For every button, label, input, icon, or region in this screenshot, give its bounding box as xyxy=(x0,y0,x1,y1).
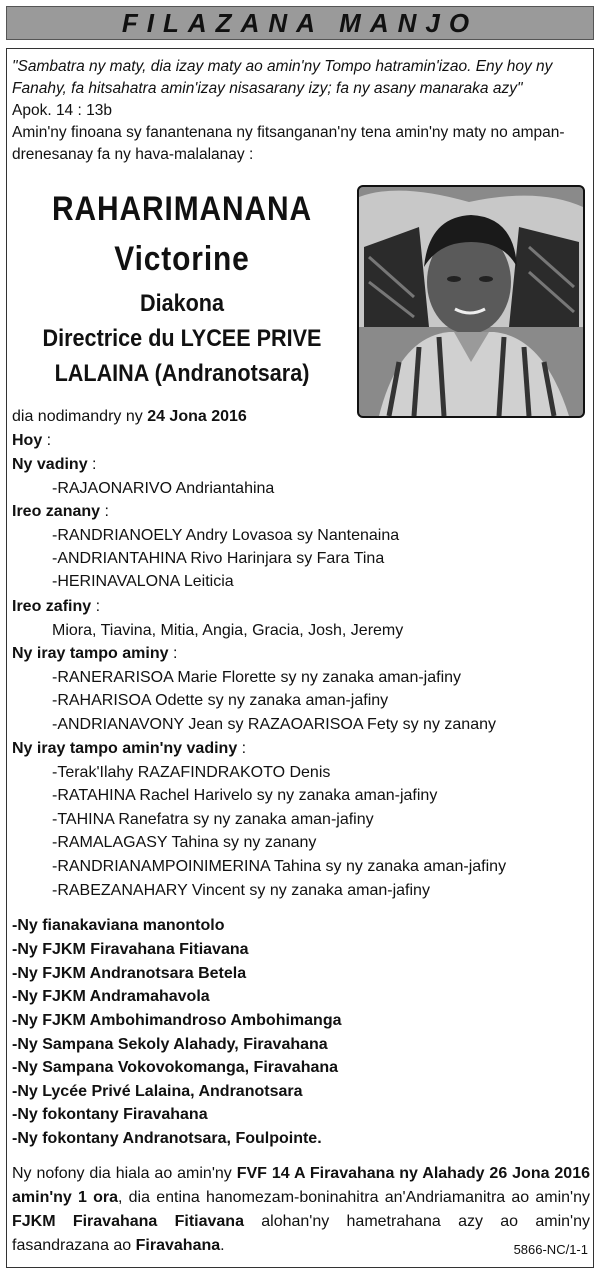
reference-code: 5866-NC/1-1 xyxy=(513,1242,588,1257)
organization-item: -Ny FJKM Andramahavola xyxy=(12,988,210,1005)
organization-item: -Ny Sampana Vokovokomanga, Firavahana xyxy=(12,1059,339,1076)
deceased-portrait xyxy=(357,185,585,418)
family-member: -RANERARISOA Marie Florette sy ny zanaka aman-jafiny xyxy=(52,669,462,686)
hoy-label: Hoy xyxy=(12,432,43,449)
funeral-arrangements: Ny nofony dia hiala ao amin'ny FVF 14 A Firavahana ny Alahady 26 Jona 2016 amin'ny 1 ora, dia entina hanomezam-boninahitra an'Andriamanitra ao amin'ny FJKM Firavahana Fitiavana alohan'ny hametrahana azy ao amin'ny fasandrazana ao Firavahana. xyxy=(12,1165,591,1254)
section-label-zafiny: Ireo zafiny : xyxy=(12,598,101,615)
intro-line-1: Amin'ny finoana sy fanantenana ny fitsanganan'ny tena amin'ny maty no ampan- xyxy=(12,124,565,141)
deceased-surname: RAHARIMANANA xyxy=(52,190,312,228)
section-label-vadiny: Ny vadiny : xyxy=(12,456,97,473)
organization-item: -Ny fokontany Andranotsara, Foulpointe. xyxy=(12,1130,322,1147)
death-date: 24 Jona 2016 xyxy=(147,408,247,425)
family-member: -HERINAVALONA Leiticia xyxy=(52,573,234,590)
family-member: -RATAHINA Rachel Harivelo sy ny zanaka aman-jafiny xyxy=(52,787,438,804)
notice-title: FILAZANA MANJO xyxy=(121,7,479,38)
family-member: -RAHARISOA Odette sy ny zanaka aman-jafiny xyxy=(52,692,389,709)
section-label-iray-tampo: Ny iray tampo aminy : xyxy=(12,645,178,662)
bible-verse xyxy=(12,56,590,100)
organization-item: -Ny fokontany Firavahana xyxy=(12,1106,208,1123)
family-member: -ANDRIANTAHINA Rivo Harinjara sy Fara Tina xyxy=(52,550,385,567)
organization-item: -Ny FJKM Ambohimandroso Ambohimanga xyxy=(12,1012,342,1029)
hoy-line: Hoy : xyxy=(12,432,52,449)
organization-item: -Ny FJKM Andranotsara Betela xyxy=(12,965,247,982)
section-label-iray-tampo-vadiny: Ny iray tampo amin'ny vadiny : xyxy=(12,740,247,757)
organization-item: -Ny Lycée Privé Lalaina, Andranotsara xyxy=(12,1083,303,1100)
family-member: -RAJAONARIVO Andriantahina xyxy=(52,480,275,497)
family-member: -ANDRIANAVONY Jean sy RAZAOARISOA Fety sy ny zanany xyxy=(52,716,496,733)
family-member: Miora, Tiavina, Mitia, Angia, Gracia, Josh, Jeremy xyxy=(52,622,404,639)
organization-item: -Ny FJKM Firavahana Fitiavana xyxy=(12,941,249,958)
portrait-photo-icon xyxy=(359,187,583,416)
family-member: -RAMALAGASY Tahina sy ny zanany xyxy=(52,834,317,851)
verse-text: "Sambatra ny maty, dia izay maty ao amin'ny Tompo hatramin'izao. Eny hoy ny Fanahy, fa hitsahatra amin'izay nisasarany izy; fa ny asany manaraka azy" xyxy=(12,58,553,97)
death-prefix: dia nodimandry ny xyxy=(12,408,148,425)
deceased-role-diakona: Diakona xyxy=(139,290,225,317)
family-member: -Terak'Ilahy RAZAFINDRAKOTO Denis xyxy=(52,764,331,781)
family-member: -RANDRIANOELY Andry Lovasoa sy Nantenaina xyxy=(52,527,400,544)
organization-item: -Ny fianakaviana manontolo xyxy=(12,917,225,934)
notice-header xyxy=(6,6,594,40)
family-member: -RANDRIANAMPOINIMERINA Tahina sy ny zanaka aman-jafiny xyxy=(52,858,507,875)
death-date-line xyxy=(12,406,247,428)
section-label-zanany: Ireo zanany : xyxy=(12,503,109,520)
intro-line-2: drenesanay fa ny hava-malalanay : xyxy=(12,146,254,163)
deceased-role-school: LALAINA (Andranotsara) xyxy=(54,360,310,387)
organization-item: -Ny Sampana Sekoly Alahady, Firavahana xyxy=(12,1036,328,1053)
deceased-first-name: Victorine xyxy=(114,240,250,278)
verse-reference: Apok. 14 : 13b xyxy=(12,102,112,119)
deceased-role-directrice: Directrice du LYCEE PRIVE xyxy=(42,325,322,352)
family-member: -RABEZANAHARY Vincent sy ny zanaka aman-jafiny xyxy=(52,882,430,899)
family-member: -TAHINA Ranefatra sy ny zanaka aman-jafiny xyxy=(52,811,374,828)
